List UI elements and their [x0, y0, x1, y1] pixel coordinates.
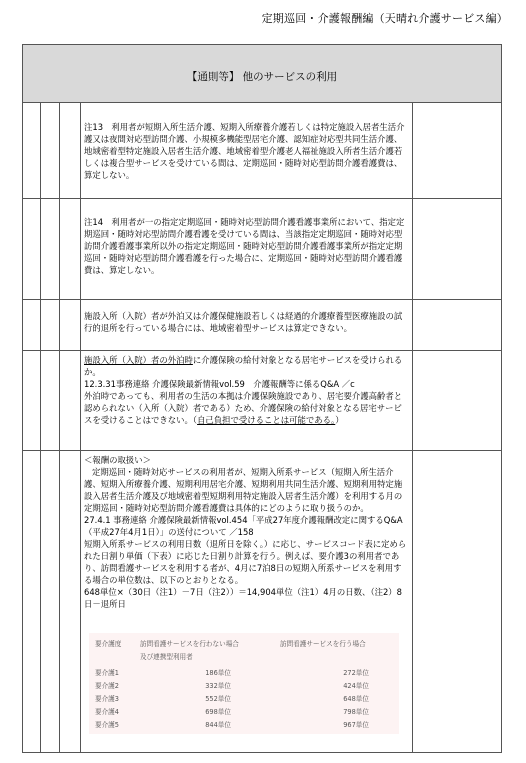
care-level: 要介護1: [95, 668, 119, 677]
facility-rule: 施設入所（入院）者が外泊又は介護保健施設若しくは経過的介護療養型医療施設の試行的退所を行っている場合には、地域密着型サービスは算定できない。: [84, 311, 403, 333]
fee-calculation: 648単位×（30日（注1）－7日（注2））＝14,904単位（注1）4月の日数、（注2）8日－退所日: [84, 587, 402, 609]
table-row: [84, 354, 409, 426]
service-table: [22, 44, 502, 753]
note-14: 注14 利用者が一の指定定期巡回・随時対応型訪問介護看護事業所において、指定定期巡回・随時対応型訪問介護看護を受けている間は、当該指定定期巡回・随時対応型訪問介護看護事業所以外の指定定期巡回・随時対応型訪問介護看護事業所が指定定期巡回・随時対応型訪問介護看護を行った場合に、定期巡回・随時対応型訪問介護看護費は、算定しない。: [84, 217, 405, 275]
care-level: 要介護3: [95, 694, 119, 703]
rate-with: 967単位: [343, 720, 369, 729]
table-row: [89, 717, 399, 730]
rate-with: 648単位: [343, 694, 369, 703]
row-divider: [23, 299, 501, 300]
document-header: 定期巡回・介護報酬編（天晴れ介護サービス編）: [261, 12, 508, 25]
rate-with: 272単位: [343, 668, 369, 677]
column-divider: [412, 103, 413, 752]
care-level: 要介護4: [95, 707, 119, 716]
header-with-nursing: 訪問看護サービスを行う場合: [280, 640, 366, 648]
daily-rate-table: [89, 633, 399, 734]
qa-reference: 12.3.31事務連絡 介護保険最新情報vol.59 介護報酬等に係るQ&A ／c: [84, 379, 355, 389]
row-divider: [23, 450, 501, 451]
row-divider: [23, 198, 501, 199]
qa-question: [84, 354, 409, 378]
table-row: [89, 678, 399, 691]
answer-main: 外泊時であっても、利用者の生活の本拠は介護保険施設であり、居宅要介護高齢者と認められない（入所（入院）者である）ため、介護保険の給付対象となる居宅サービスを受けることはできない。（: [84, 391, 403, 425]
answer-end: ）: [335, 415, 344, 425]
column-divider: [40, 103, 41, 752]
answer-underlined: 自己負担で受けることは可能である。: [197, 415, 336, 425]
rate-without: 186単位: [205, 668, 231, 677]
rate-without: 844単位: [205, 720, 231, 729]
row-divider: [23, 350, 501, 351]
header-without-nursing: 訪問看護サービスを行わない場合: [140, 640, 239, 648]
care-level: 要介護5: [95, 720, 119, 729]
header-sub: 及び連携型利用者: [140, 653, 193, 661]
fee-question: 定期巡回・随時対応サービスの利用者が、短期入所系サービス（短期入所生活介護、短期入所療養介護、短期利用居宅介護、短期利用共同生活介護、短期利用特定施設入居者生活介護及び地域密着型短期利用特定施設入居者生活介護）を利用する月の定期巡回・随時対応型訪問介護看護費は具体的にどのように取り扱うのか。: [84, 467, 403, 513]
rate-table-header: [89, 635, 399, 648]
fee-answer: 短期入所系サービスの利用日数（退所日を除く。）に応じ、サービスコード表に定められた日割り単価（下表）に応じた日割り計算を行う。例えば、要介護3の利用者であり、訪問看護サービスを利用する者が、4月に7泊8日の短期入所系サービスを利用する場合の単位数は、以下のとおりとなる。: [84, 539, 407, 585]
table-row: [84, 121, 409, 181]
column-divider: [80, 103, 81, 752]
rate-without: 332単位: [205, 681, 231, 690]
question-underlined: 施設入所（入院）者の外泊時: [84, 355, 193, 365]
note-13: 注13 利用者が短期入所生活介護、短期入所療養介護若しくは特定施設入居者生活介護又は夜間対応型訪問介護、小規模多機能型居宅介護、認知症対応型共同生活介護、地域密着型特定施設入居者生活介護、地域密着型介護老人福祉施設入所者生活介護若しくは複合型サービスを受けている間は、定期巡回・随時対応型訪問介護看護費は、算定しない。: [84, 122, 405, 180]
table-row: [89, 691, 399, 704]
table-row: [84, 216, 409, 276]
column-divider: [59, 103, 60, 752]
fee-heading: ＜報酬の取扱い＞: [84, 455, 151, 465]
rate-table-subheader: [89, 648, 399, 661]
care-level: 要介護2: [95, 681, 119, 690]
fee-reference: 27.4.1 事務連絡 介護保険最新情報vol.454「平成27年度介護報酬改定に関するQ&A（平成27年4月1日）」の送付について ／158: [84, 515, 403, 537]
table-row: [84, 310, 409, 334]
qa-answer: [84, 390, 409, 426]
rate-with: 424単位: [343, 681, 369, 690]
table-row: [89, 665, 399, 678]
section-title-bar: [23, 45, 501, 103]
table-row: [89, 704, 399, 717]
header-level: 要介護度: [95, 640, 122, 648]
rate-with: 798単位: [343, 707, 369, 716]
question-rest: に介護保険の給付対象となる居宅サービスを受けられるか。: [84, 355, 403, 377]
rate-without: 698単位: [205, 707, 231, 716]
table-row: [84, 454, 409, 610]
section-title: 【通則等】 他のサービスの利用: [186, 71, 338, 83]
rate-without: 552単位: [205, 694, 231, 703]
